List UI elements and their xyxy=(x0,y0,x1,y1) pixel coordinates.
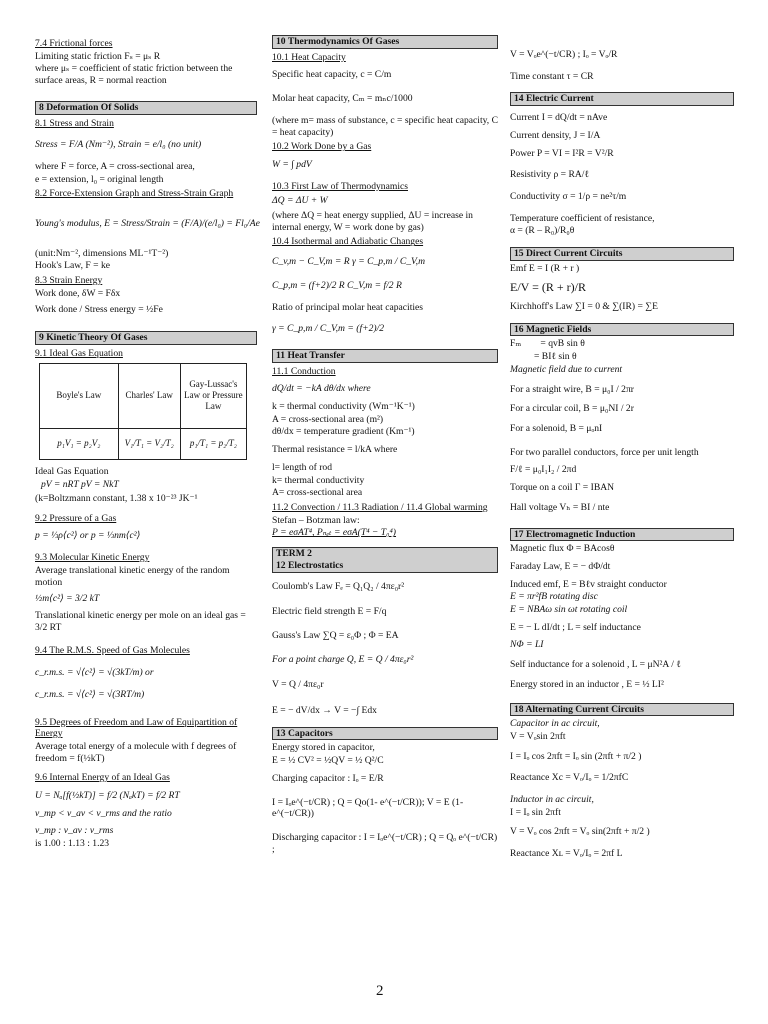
time-constant: Time constant τ = CR xyxy=(510,70,594,82)
table-cell: Boyle's Law xyxy=(40,363,119,428)
conductivity: Conductivity σ = 1/ρ = ne²τ/m xyxy=(510,190,627,202)
power-equation: Power P = VI = I²R = V²/R xyxy=(510,147,614,159)
inductor-ac-label: Inductor in ac circuit, xyxy=(510,794,594,806)
column-1 xyxy=(35,35,260,851)
section-13-header: 13 Capacitors xyxy=(272,727,498,741)
subsection-9-1: 9.1 Ideal Gas Equation xyxy=(35,347,123,359)
table-cell: p₁V₁ = p₂V₂ xyxy=(40,428,119,459)
solenoid: For a solenoid, B = μₒnI xyxy=(510,422,603,434)
stress-note-2: e = extension, l₀ = original length xyxy=(35,173,164,185)
capacitive-reactance: Reactance Xc = Vₒ/Iₒ = 1/2πfC xyxy=(510,772,629,784)
first-law-equation: ΔQ = ΔU + W xyxy=(272,195,328,207)
kinetic-energy-per-mole: Translational kinetic energy per mole on an ideal gas = 3/2 RT xyxy=(35,609,246,633)
section-12-header: 12 Electrostatics xyxy=(276,559,344,571)
induced-emf: Induced emf, E = Bℓv straight conductor xyxy=(510,578,667,590)
self-induced-emf: E = − L dI/dt ; L = self inductance xyxy=(510,621,641,633)
stefan-equation: P = eσAT⁴, Pₙₑₜ = eσA(T⁴ − T₀⁴) xyxy=(272,527,397,539)
rod-conductivity: k= thermal conductivity xyxy=(272,474,365,486)
table-cell: p₁/T₁ = p₂/T₂ xyxy=(180,428,246,459)
magnetic-flux: Magnetic flux Φ = BAcosθ xyxy=(510,543,615,555)
resistivity: Resistivity ρ = RA/ℓ xyxy=(510,169,590,181)
section-18-header: 18 Alternating Current Circuits xyxy=(510,703,734,717)
section-9-header: 9 Kinetic Theory Of Gases xyxy=(35,331,257,345)
molar-heat-difference: C_v,m − C_V,m = R γ = C_p,m / C_V,m xyxy=(272,256,425,268)
potential-gradient: E = − dV/dx → V = −∫ Edx xyxy=(272,705,377,717)
gas-laws-table xyxy=(39,363,247,460)
stress-strain-equation: Stress = F/A (Nm⁻²), Strain = e/l₀ (no unit) xyxy=(35,139,202,151)
subsection-11-1: 11.1 Conduction xyxy=(272,365,336,377)
work-done-equation: W = ∫ pdV xyxy=(272,158,312,170)
magnetic-force-1: Fₘ = qvB sin θ xyxy=(510,338,585,350)
table-row xyxy=(40,363,247,428)
subsection-8-1: 8.1 Stress and Strain xyxy=(35,117,114,129)
rotating-coil: E = NBAω sin ωt rotating coil xyxy=(510,604,628,616)
table-cell: Gay-Lussac's Law or Pressure Law xyxy=(180,363,246,428)
conduction-gradient: dθ/dx = temperature gradient (Km⁻¹) xyxy=(272,426,415,438)
work-done-line: Work done, δW = Fδx xyxy=(35,287,121,299)
straight-wire: For a straight wire, B = μ₀I / 2πr xyxy=(510,383,634,395)
rod-area: A= cross-sectional area xyxy=(272,487,363,499)
strain-energy-line: Work done / Stress energy = ½Fe xyxy=(35,303,163,315)
field-due-to-current: Magnetic field due to current xyxy=(510,363,623,375)
rms-equation-2: c_r.m.s. = √⟨c²⟩ = √(3RT/m) xyxy=(35,688,145,700)
discharging-capacitor: Discharging capacitor : I = Iₒe^(−t/CR) ; Q = Qₒ e^(−t/CR) ; xyxy=(272,831,498,855)
inductive-reactance: Reactance Xʟ = Vₒ/Iₒ = 2πf L xyxy=(510,848,623,860)
ideal-gas-label: Ideal Gas Equation xyxy=(35,465,109,477)
current-density: Current density, J = I/A xyxy=(510,129,601,141)
point-charge-potential: V = Q / 4πε₀r xyxy=(272,679,324,691)
section-8-header: 8 Deformation Of Solids xyxy=(35,101,257,115)
conduction-equation: dQ/dt = −kA dθ/dx where xyxy=(272,383,371,395)
conduction-k: k = thermal conductivity (Wm⁻¹K⁻¹) xyxy=(272,401,415,413)
conduction-area: A = cross-sectional area (m²) xyxy=(272,413,384,425)
youngs-modulus-equation: Young's modulus, E = Stress/Strain = (F/A)/(e/l₀) = Fl₀/Ae xyxy=(35,218,260,230)
parallel-conductors: For two parallel conductors, force per unit length xyxy=(510,446,699,458)
speed-ratio-values: is 1.00 : 1.13 : 1.23 xyxy=(35,838,110,850)
term-2-header xyxy=(272,547,498,572)
thermal-resistance: Thermal resistance = l/kA where xyxy=(272,444,398,456)
faraday-law: Faraday Law, E = − dΦ/dt xyxy=(510,560,611,572)
rod-length: l= length of rod xyxy=(272,461,333,473)
hookes-law: Hook's Law, F = ke xyxy=(35,260,110,272)
gauss-law: Gauss's Law ∑Q = ε₀Φ ; Φ = EA xyxy=(272,629,399,641)
temperature-coefficient: Temperature coefficient of resistance, xyxy=(510,212,655,224)
subsection-9-3: 9.3 Molecular Kinetic Energy xyxy=(35,552,150,564)
speed-ratio-symbols: v_mp : v_av : v_rms xyxy=(35,825,114,837)
first-law-note: (where ΔQ = heat energy supplied, ΔU = increase in internal energy, W = work done by gas) xyxy=(272,210,473,233)
pressure-equation: p = ⅓ρ⟨c²⟩ or p = ⅓nm⟨c²⟩ xyxy=(35,530,141,542)
specific-heat-capacity: Specific heat capacity, c = C/m xyxy=(272,69,392,81)
subsection-9-2: 9.2 Pressure of a Gas xyxy=(35,512,117,524)
hall-voltage: Hall voltage Vₕ = BI / nte xyxy=(510,501,610,513)
speed-ratio-note: v_mp < v_av < v_rms and the ratio xyxy=(35,807,172,819)
subsection-9-6: 9.6 Internal Energy of an Ideal Gas xyxy=(35,772,170,784)
emf-equation: Emf E = I (R + r ) xyxy=(510,262,580,274)
section-7-4-title: 7.4 Frictional forces xyxy=(35,38,113,49)
field-strength: Electric field strength E = F/q xyxy=(272,606,387,618)
equipartition-note: Average total energy of a molecule with f degrees of freedom = f(½kT) xyxy=(35,740,237,764)
boltzmann-note: (k=Boltzmann constant, 1.38 x 10⁻²³ JK⁻¹ xyxy=(35,493,198,505)
molar-heat-capacity: Molar heat capacity, Cₘ = mₙc/1000 xyxy=(272,93,413,105)
internal-energy-equation: U = Nₐ[f(½kT)] = f/2 (NₐkT) = f/2 RT xyxy=(35,790,180,802)
charging-capacitor: Charging capacitor : Iₒ = E/R xyxy=(272,772,384,784)
circular-coil: For a circular coil, B = μ₀NI / 2r xyxy=(510,403,634,415)
molar-heat-freedom: C_p,m = (f+2)/2 R C_V,m = f/2 R xyxy=(272,279,402,291)
ratio-note: Ratio of principal molar heat capacities xyxy=(272,301,424,313)
column-3 xyxy=(510,35,734,870)
inductor-ac-voltage: V = Vₒ cos 2πft = Vₒ sin(2πft + π/2 ) xyxy=(510,826,650,838)
subsection-10-2: 10.2 Work Done by a Gas xyxy=(272,141,372,153)
section-17-header: 17 Electromagnetic Induction xyxy=(510,528,734,542)
section-15-header: 15 Direct Current Circuits xyxy=(510,247,734,261)
youngs-unit: (unit:Nm⁻², dimensions ML⁻¹T⁻²) xyxy=(35,247,169,259)
inductor-ac-current: I = Iₒ sin 2πft xyxy=(510,806,561,818)
stefan-label: Stefan – Botzman law: xyxy=(272,514,360,526)
kinetic-energy-note: Average translational kinetic energy of the random motion xyxy=(35,564,230,588)
capacitor-ac-current: I = Iₒ cos 2πft = Iₒ sin (2πft + π/2 ) xyxy=(510,750,642,762)
kirchhoff-law: Kirchhoff's Law ∑I = 0 & ∑(IR) = ∑E xyxy=(510,301,658,313)
capacitor-voltage: V = Vₒe^(−t/CR) ; Iₒ = Vₒ/R xyxy=(510,49,618,60)
term-2-label: TERM 2 xyxy=(276,548,312,560)
emf-ratio: E/V = (R + r)/R xyxy=(510,280,586,295)
section-14-header: 14 Electric Current xyxy=(510,92,734,106)
capacitor-ac-voltage: V = Vₒsin 2πft xyxy=(510,730,566,742)
heat-capacity-note: (where m= mass of substance, c = specific heat capacity, C = heat capacity) xyxy=(272,114,498,138)
inductor-energy: Energy stored in an inductor , E = ½ LI² xyxy=(510,678,664,690)
capacitor-ac-label: Capacitor in ac circuit, xyxy=(510,718,600,730)
subsection-10-3: 10.3 First Law of Thermodynamics xyxy=(272,180,408,192)
section-11-header: 11 Heat Transfer xyxy=(272,349,498,363)
magnetic-force-2: = BIℓ sin θ xyxy=(510,351,577,363)
subsection-9-5: 9.5 Degrees of Freedom and Law of Equipartition of Energy xyxy=(35,716,238,740)
capacitor-energy-label: Energy stored in capacitor, xyxy=(272,742,375,754)
current-equation: Current I = dQ/dt = nAve xyxy=(510,112,608,124)
ideal-gas-equation: pV = nRT pV = NkT xyxy=(41,479,119,491)
force-per-length: F/ℓ = μ₀I₁I₂ / 2πd xyxy=(510,464,577,476)
table-cell: V₁/T₁ = V₂/T₂ xyxy=(118,428,180,459)
friction-formula: Limiting static friction Fₛ = μₛ R xyxy=(35,50,161,62)
rms-equation-1: c_r.m.s. = √⟨c²⟩ = √(3kT/m) or xyxy=(35,667,154,679)
section-10-header: 10 Thermodynamics Of Gases xyxy=(272,35,498,49)
subsection-11-2: 11.2 Convection / 11.3 Radiation / 11.4 Global warming xyxy=(272,501,488,513)
point-charge-field: For a point charge Q, E = Q / 4πε₀r² xyxy=(272,653,414,665)
subsection-8-2: 8.2 Force-Extension Graph and Stress-Strain Graph xyxy=(35,188,234,200)
table-cell: Charles' Law xyxy=(118,363,180,428)
table-row xyxy=(40,428,247,459)
coulombs-law: Coulomb's Law Fₑ = Q₁Q₂ / 4πε₀r² xyxy=(272,580,405,592)
section-16-header: 16 Magnetic Fields xyxy=(510,323,734,337)
capacitor-energy: E = ½ CV² = ½QV = ½ Q²/C xyxy=(272,755,384,767)
solenoid-inductance: Self inductance for a solenoid , L = μN²A / ℓ xyxy=(510,659,681,671)
flux-linkage: NΦ = LI xyxy=(510,639,544,651)
kinetic-energy-equation: ½m⟨c²⟩ = 3/2 kT xyxy=(35,593,100,605)
temperature-coefficient-equation: α = (R – R₀)/R₀θ xyxy=(510,225,575,237)
subsection-9-4: 9.4 The R.M.S. Speed of Gas Molecules xyxy=(35,645,190,657)
friction-note: where μₛ = coefficient of static friction between the surface areas, R = normal reaction xyxy=(35,63,233,87)
subsection-10-1: 10.1 Heat Capacity xyxy=(272,51,346,63)
stress-note-1: where F = force, A = cross-sectional area, xyxy=(35,160,195,172)
charging-equations: I = Iₒe^(−t/CR) ; Q = Qo(1- e^(−t/CR)); V = E (1- e^(−t/CR)) xyxy=(272,796,464,820)
column-2 xyxy=(272,35,498,856)
subsection-8-3: 8.3 Strain Energy xyxy=(35,275,103,287)
rotating-disc: E = πr²fB rotating disc xyxy=(510,591,598,603)
torque-on-coil: Torque on a coil Γ = IBAN xyxy=(510,482,615,494)
page-number: 2 xyxy=(376,983,384,999)
subsection-10-4: 10.4 Isothermal and Adiabatic Changes xyxy=(272,236,424,248)
gamma-equation: γ = C_p,m / C_V,m = (f+2)/2 xyxy=(272,323,385,335)
